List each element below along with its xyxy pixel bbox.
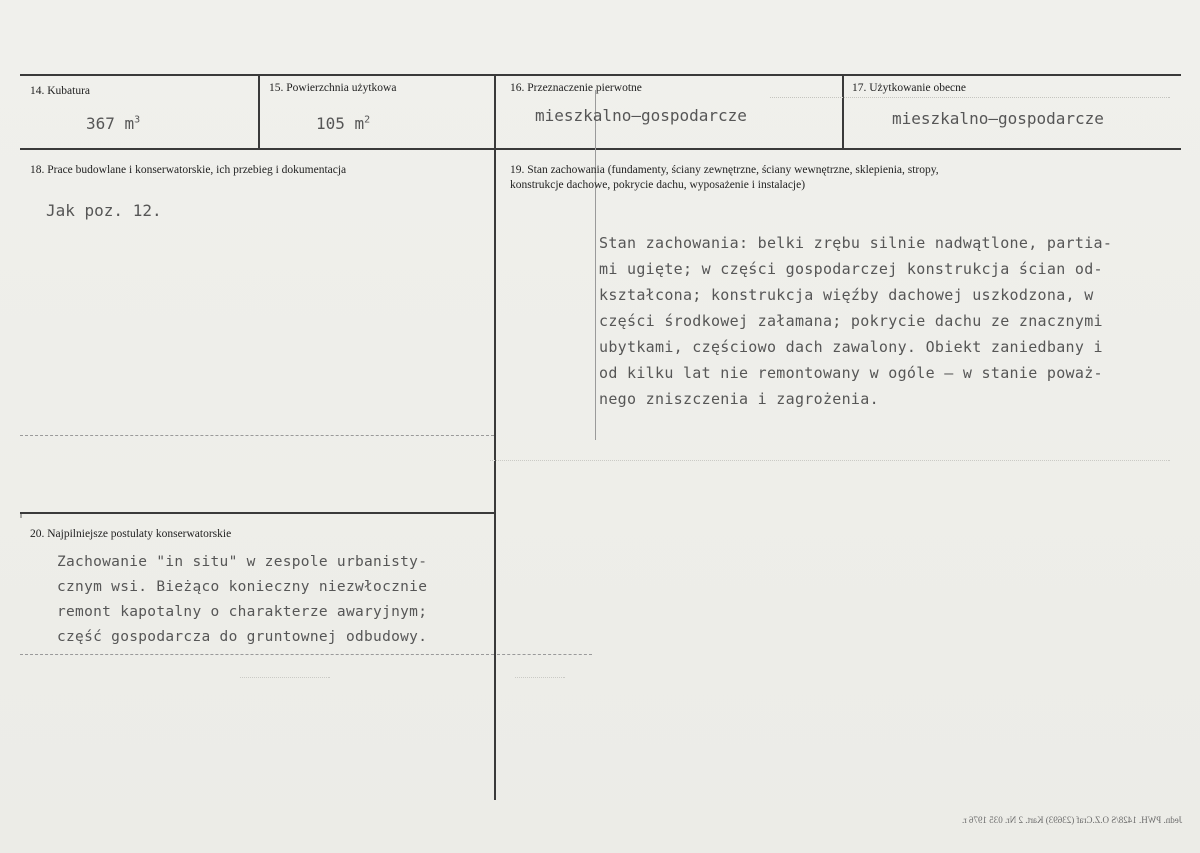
field-14-value: 367 $m^3$ <box>86 114 141 133</box>
col-divider-2 <box>494 75 496 800</box>
field-20-label: 20. Najpilniejsze postulaty konserwatorskie <box>30 528 232 540</box>
field-17-label: 17. Użytkowanie obecne <box>852 82 967 94</box>
bleed-through-mark <box>515 677 565 684</box>
section-20-rule <box>20 512 494 514</box>
dashed-guide <box>20 435 494 436</box>
field-18-label: 18. Prace budowlane i konserwatorskie, ich przebieg i dokumentacja <box>30 164 347 176</box>
text-line: Stan zachowania: belki zrębu silnie nadwątlone, partia- <box>599 234 1113 252</box>
field-17-value: mieszkalno–gospodarcze <box>892 109 1104 128</box>
left-edge-lower <box>20 512 22 518</box>
text-line: cznym wsi. Bieżąco konieczny niezwłocznie <box>57 579 428 595</box>
field-16-label: 16. Przeznaczenie pierwotne <box>510 82 642 94</box>
dashed-guide <box>20 654 494 655</box>
bleed-through-mark <box>240 677 330 684</box>
col-divider-3 <box>842 75 844 149</box>
footer-print: Jedn. PWH. 1428/S O.Z.Craf (23693) Kart. 2 Nr. 035 1976 r. <box>961 815 1182 825</box>
bleed-through-mark <box>490 460 1170 467</box>
text-line: nego zniszczenia i zagrożenia. <box>599 390 879 408</box>
text-line: remont kapotalny o charakterze awaryjnym; <box>57 604 428 620</box>
dashed-guide <box>497 654 592 655</box>
col-divider-1 <box>258 75 260 149</box>
text-line: od kilku lat nie remontowany w ogóle – w stanie poważ- <box>599 364 1103 382</box>
field-19-label: 19. Stan zachowania (fundamenty, ściany zewnętrzne, ściany wewnętrzne, sklepienia, stropy, konstrukcje dachowe, pokrycie dachu, wyposażenie i instalacje) <box>510 164 939 191</box>
text-line: kształcona; konstrukcja więźby dachowej uszkodzona, w <box>599 286 1094 304</box>
field-16-value: mieszkalno–gospodarcze <box>535 106 747 125</box>
field-15-value: 105 $m^2$ <box>316 114 371 133</box>
text-line: Zachowanie "in situ" w zespole urbanisty- <box>57 554 428 570</box>
field-18-value: Jak poz. 12. <box>46 201 162 220</box>
field-14-label: 14. Kubatura <box>30 85 91 97</box>
text-line: część gospodarcza do gruntownej odbudowy. <box>57 629 428 645</box>
typewriter-margin-line <box>595 90 596 440</box>
bleed-through-mark <box>770 97 1170 106</box>
text-line: ubytkami, częściowo dach zawalony. Obiekt zaniedbany i <box>599 338 1103 356</box>
top-rule <box>20 74 1181 76</box>
field-20-text <box>57 550 427 650</box>
field-15-label: 15. Powierzchnia użytkowa <box>269 82 397 94</box>
text-line: części środkowej załamana; pokrycie dachu ze znacznymi <box>599 312 1103 330</box>
field-19-text <box>599 230 1112 412</box>
text-line: mi ugięte; w części gospodarczej konstrukcja ścian od- <box>599 260 1103 278</box>
row-divider <box>20 148 1181 150</box>
